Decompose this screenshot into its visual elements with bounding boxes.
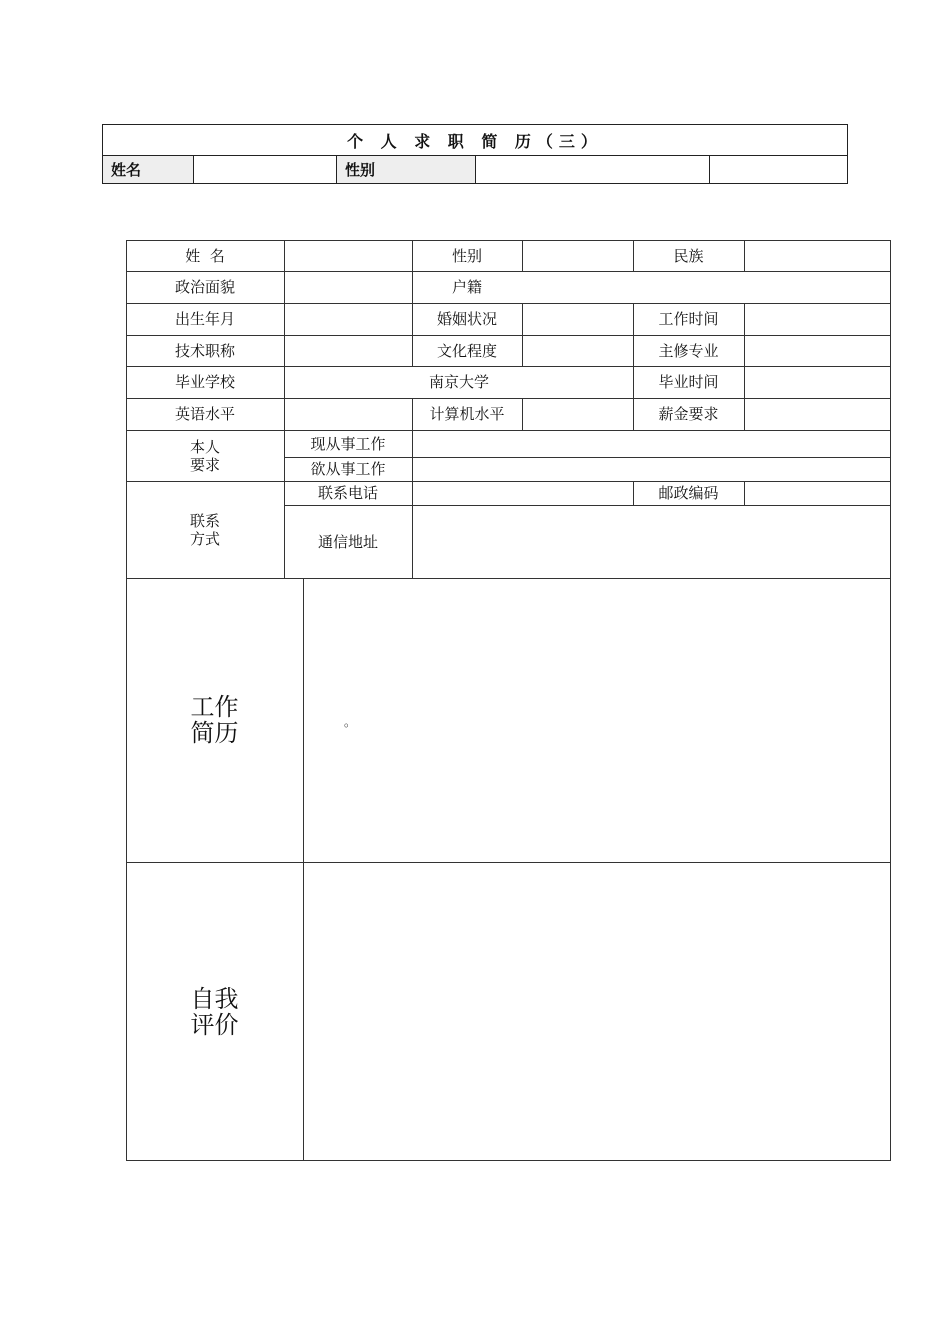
desired-job-field[interactable] — [413, 458, 890, 481]
resume-title: 个 人 求 职 简 历（三） — [103, 125, 847, 156]
contact-label — [126, 481, 284, 578]
work-history-label — [126, 578, 303, 862]
requirements-label-line2: 要求 — [189, 455, 220, 474]
work-history-mark: 。 — [344, 715, 357, 729]
computer-field[interactable] — [523, 399, 632, 430]
phone-field[interactable] — [413, 482, 632, 505]
header-table — [102, 124, 848, 184]
birth-field[interactable] — [285, 304, 411, 335]
major-label: 主修专业 — [658, 341, 719, 360]
political-status-label: 政治面貌 — [174, 278, 235, 296]
postcode-label: 邮政编码 — [658, 484, 719, 502]
address-field[interactable] — [413, 506, 890, 578]
salary-field[interactable] — [745, 399, 890, 430]
address-label: 通信地址 — [317, 532, 378, 551]
major-field[interactable] — [745, 336, 890, 366]
self-eval-label-line2: 评价 — [190, 1010, 239, 1039]
postcode-field[interactable] — [745, 482, 890, 505]
work-history-label-line2: 简历 — [190, 719, 239, 747]
english-field[interactable] — [285, 399, 411, 430]
header-extra-field[interactable] — [710, 156, 847, 183]
marital-field[interactable] — [523, 304, 632, 335]
gender-label: 性别 — [451, 246, 482, 265]
household-label: 户籍 — [451, 278, 482, 296]
phone-label: 联系电话 — [317, 484, 378, 502]
birth-label: 出生年月 — [174, 310, 235, 328]
contact-label-line1: 联系 — [189, 511, 220, 530]
current-job-label: 现从事工作 — [310, 434, 386, 453]
title-field[interactable] — [285, 336, 411, 366]
work-time-label: 工作时间 — [658, 310, 719, 328]
self-eval-field[interactable] — [304, 863, 890, 1160]
requirements-label-line1: 本人 — [189, 437, 220, 456]
current-job-field[interactable] — [413, 431, 890, 457]
english-label: 英语水平 — [174, 405, 235, 423]
education-field[interactable] — [523, 336, 632, 366]
contact-label-line2: 方式 — [189, 529, 220, 548]
title-label: 技术职称 — [174, 341, 235, 360]
salary-label: 薪金要求 — [658, 405, 719, 423]
political-status-field[interactable] — [285, 272, 411, 303]
header-gender-field[interactable] — [476, 156, 710, 183]
work-time-field[interactable] — [745, 304, 890, 335]
school-label: 毕业学校 — [174, 373, 235, 391]
self-eval-label-line1: 自我 — [190, 984, 239, 1013]
household-field[interactable] — [523, 272, 890, 303]
work-history-label-line1: 工作 — [190, 693, 239, 721]
marital-label: 婚姻状况 — [436, 310, 497, 328]
school-field[interactable]: 南京大学 — [428, 373, 489, 391]
header-gender-label: 性别 — [337, 156, 476, 183]
name-field[interactable] — [285, 241, 411, 271]
header-name-field[interactable] — [194, 156, 337, 183]
graduation-label: 毕业时间 — [658, 373, 719, 391]
computer-label: 计算机水平 — [429, 405, 505, 423]
ethnicity-label: 民族 — [673, 246, 704, 265]
graduation-field[interactable] — [745, 367, 890, 398]
gender-field[interactable] — [523, 241, 632, 271]
desired-job-label: 欲从事工作 — [310, 460, 386, 478]
requirements-label — [126, 430, 284, 481]
education-label: 文化程度 — [436, 341, 497, 360]
work-history-field[interactable] — [304, 579, 890, 862]
self-eval-label — [126, 862, 303, 1161]
name-label: 姓 名 — [185, 246, 225, 265]
ethnicity-field[interactable] — [745, 241, 890, 271]
header-name-label: 姓名 — [103, 156, 194, 183]
